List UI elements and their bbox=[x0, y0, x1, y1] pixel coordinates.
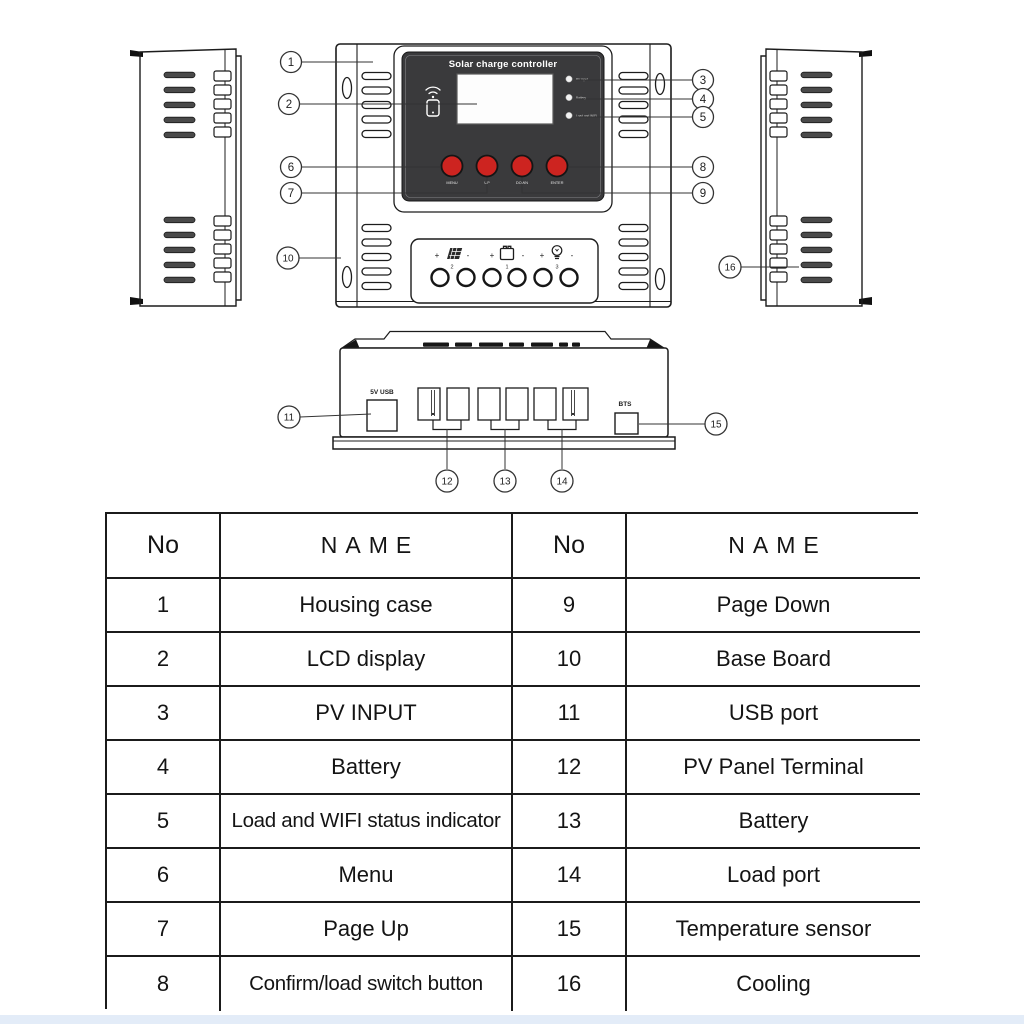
front-view bbox=[336, 44, 671, 307]
table-cell: 2 bbox=[107, 633, 221, 687]
table-cell: Menu bbox=[221, 849, 513, 903]
terminal-number: 2 bbox=[450, 264, 454, 271]
table-header-name-right: NAME bbox=[627, 514, 920, 579]
callout-number: 11 bbox=[283, 412, 295, 424]
cooling-vents bbox=[801, 72, 832, 283]
table-cell: 4 bbox=[107, 741, 221, 795]
callout-number: 8 bbox=[699, 162, 707, 174]
callout-1 bbox=[281, 52, 302, 73]
terminal-number: 3 bbox=[555, 264, 559, 271]
callout-number: 6 bbox=[287, 162, 295, 174]
callout-number: 15 bbox=[710, 419, 722, 431]
callout-number: 2 bbox=[285, 99, 293, 111]
table-cell: USB port bbox=[627, 687, 920, 741]
table-cell: 13 bbox=[513, 795, 627, 849]
panel-title: Solar charge controller bbox=[448, 59, 558, 70]
callout-number: 3 bbox=[699, 75, 707, 87]
usb-label: 5V USB bbox=[370, 389, 394, 396]
page-up-button bbox=[477, 156, 498, 177]
callout-7 bbox=[281, 183, 302, 204]
polarity-plus: + bbox=[434, 251, 440, 260]
bottom-view bbox=[333, 332, 675, 450]
button-label: MENU bbox=[446, 181, 458, 185]
page-down-button bbox=[512, 156, 533, 177]
polarity-plus: + bbox=[489, 251, 495, 260]
button-label: UP bbox=[484, 181, 490, 185]
table-cell: 16 bbox=[513, 957, 627, 1011]
table-cell: 10 bbox=[513, 633, 627, 687]
table-header-no-left: No bbox=[107, 514, 221, 579]
table-cell: 5 bbox=[107, 795, 221, 849]
device-diagram bbox=[0, 0, 1024, 505]
table-cell: Housing case bbox=[221, 579, 513, 633]
callout-number: 1 bbox=[287, 57, 295, 69]
battery-terminal bbox=[506, 388, 528, 420]
bts-label: BTS bbox=[618, 401, 632, 408]
polarity-plus: + bbox=[539, 251, 545, 260]
table-cell: Page Up bbox=[221, 903, 513, 957]
callout-number: 5 bbox=[699, 112, 707, 124]
terminal-number: 1 bbox=[505, 264, 509, 271]
callout-11 bbox=[278, 406, 300, 428]
left-side-view bbox=[130, 49, 241, 306]
lcd-display bbox=[457, 74, 553, 124]
table-cell: PV Panel Terminal bbox=[627, 741, 920, 795]
table-cell: 7 bbox=[107, 903, 221, 957]
table-cell: Battery bbox=[627, 795, 920, 849]
callout-number: 9 bbox=[699, 188, 707, 200]
led-pv-indicator bbox=[566, 76, 572, 82]
pv-terminal bbox=[418, 388, 440, 420]
callout-number: 12 bbox=[441, 476, 453, 488]
table-header-no-right: No bbox=[513, 514, 627, 579]
callout-number: 16 bbox=[724, 262, 736, 274]
table-cell: 14 bbox=[513, 849, 627, 903]
table-cell: 1 bbox=[107, 579, 221, 633]
table-cell: Temperature sensor bbox=[627, 903, 920, 957]
terminal-block bbox=[411, 239, 598, 303]
callout-13 bbox=[494, 470, 516, 492]
usb-port bbox=[367, 400, 397, 431]
callout-12 bbox=[436, 470, 458, 492]
callout-number: 14 bbox=[556, 476, 568, 488]
callout-number: 10 bbox=[282, 253, 294, 265]
table-cell: 11 bbox=[513, 687, 627, 741]
table-cell: 9 bbox=[513, 579, 627, 633]
callout-9 bbox=[693, 183, 714, 204]
table-cell: 3 bbox=[107, 687, 221, 741]
callout-2 bbox=[279, 94, 300, 115]
callout-number: 13 bbox=[499, 476, 511, 488]
callout-number: 4 bbox=[699, 94, 707, 106]
button-label: DOWN bbox=[515, 181, 529, 185]
mount-tab bbox=[130, 50, 143, 57]
table-cell: Base Board bbox=[627, 633, 920, 687]
polarity-minus: - bbox=[521, 251, 525, 260]
callout-16 bbox=[719, 256, 741, 278]
callout-5 bbox=[693, 107, 714, 128]
page-bottom-strip bbox=[0, 1015, 1024, 1024]
led-label: Battery bbox=[576, 96, 587, 100]
parts-table bbox=[105, 512, 918, 1009]
callout-14 bbox=[551, 470, 573, 492]
table-cell: Cooling bbox=[627, 957, 920, 1011]
callout-3 bbox=[693, 70, 714, 91]
callout-8 bbox=[693, 157, 714, 178]
table-cell: 15 bbox=[513, 903, 627, 957]
polarity-minus: - bbox=[466, 251, 470, 260]
menu-button bbox=[442, 156, 463, 177]
callout-15 bbox=[705, 413, 727, 435]
mount-tab bbox=[859, 297, 872, 305]
table-cell: 12 bbox=[513, 741, 627, 795]
table-cell: Confirm/load switch button bbox=[221, 957, 513, 1011]
table-cell: Page Down bbox=[627, 579, 920, 633]
table-cell: LCD display bbox=[221, 633, 513, 687]
table-cell: PV INPUT bbox=[221, 687, 513, 741]
load-terminal bbox=[563, 388, 588, 420]
led-load-wifi-indicator bbox=[566, 112, 572, 118]
led-battery-indicator bbox=[566, 94, 572, 100]
table-cell: Battery bbox=[221, 741, 513, 795]
battery-terminal bbox=[478, 388, 500, 420]
table-cell: 6 bbox=[107, 849, 221, 903]
temperature-sensor-port bbox=[615, 413, 638, 434]
callout-number: 7 bbox=[287, 188, 295, 200]
button-label: ENTER bbox=[550, 181, 564, 185]
table-cell: Load and WIFI status indicator bbox=[221, 795, 513, 849]
base-edge bbox=[333, 437, 675, 449]
load-terminal bbox=[534, 388, 556, 420]
mount-tab bbox=[130, 297, 143, 305]
polarity-minus: - bbox=[570, 251, 574, 260]
rib-bracket bbox=[770, 71, 787, 282]
rib-bracket bbox=[214, 71, 231, 282]
callout-10 bbox=[277, 247, 299, 269]
led-label: Load and WIFI bbox=[576, 114, 597, 118]
table-cell: 8 bbox=[107, 957, 221, 1011]
cooling-vents bbox=[164, 72, 195, 283]
led-label: PV input bbox=[576, 77, 589, 82]
table-header-name-left: NAME bbox=[221, 514, 513, 579]
pv-terminal bbox=[447, 388, 469, 420]
table-cell: Load port bbox=[627, 849, 920, 903]
enter-button bbox=[547, 156, 568, 177]
callout-6 bbox=[281, 157, 302, 178]
mount-tab bbox=[859, 50, 872, 57]
